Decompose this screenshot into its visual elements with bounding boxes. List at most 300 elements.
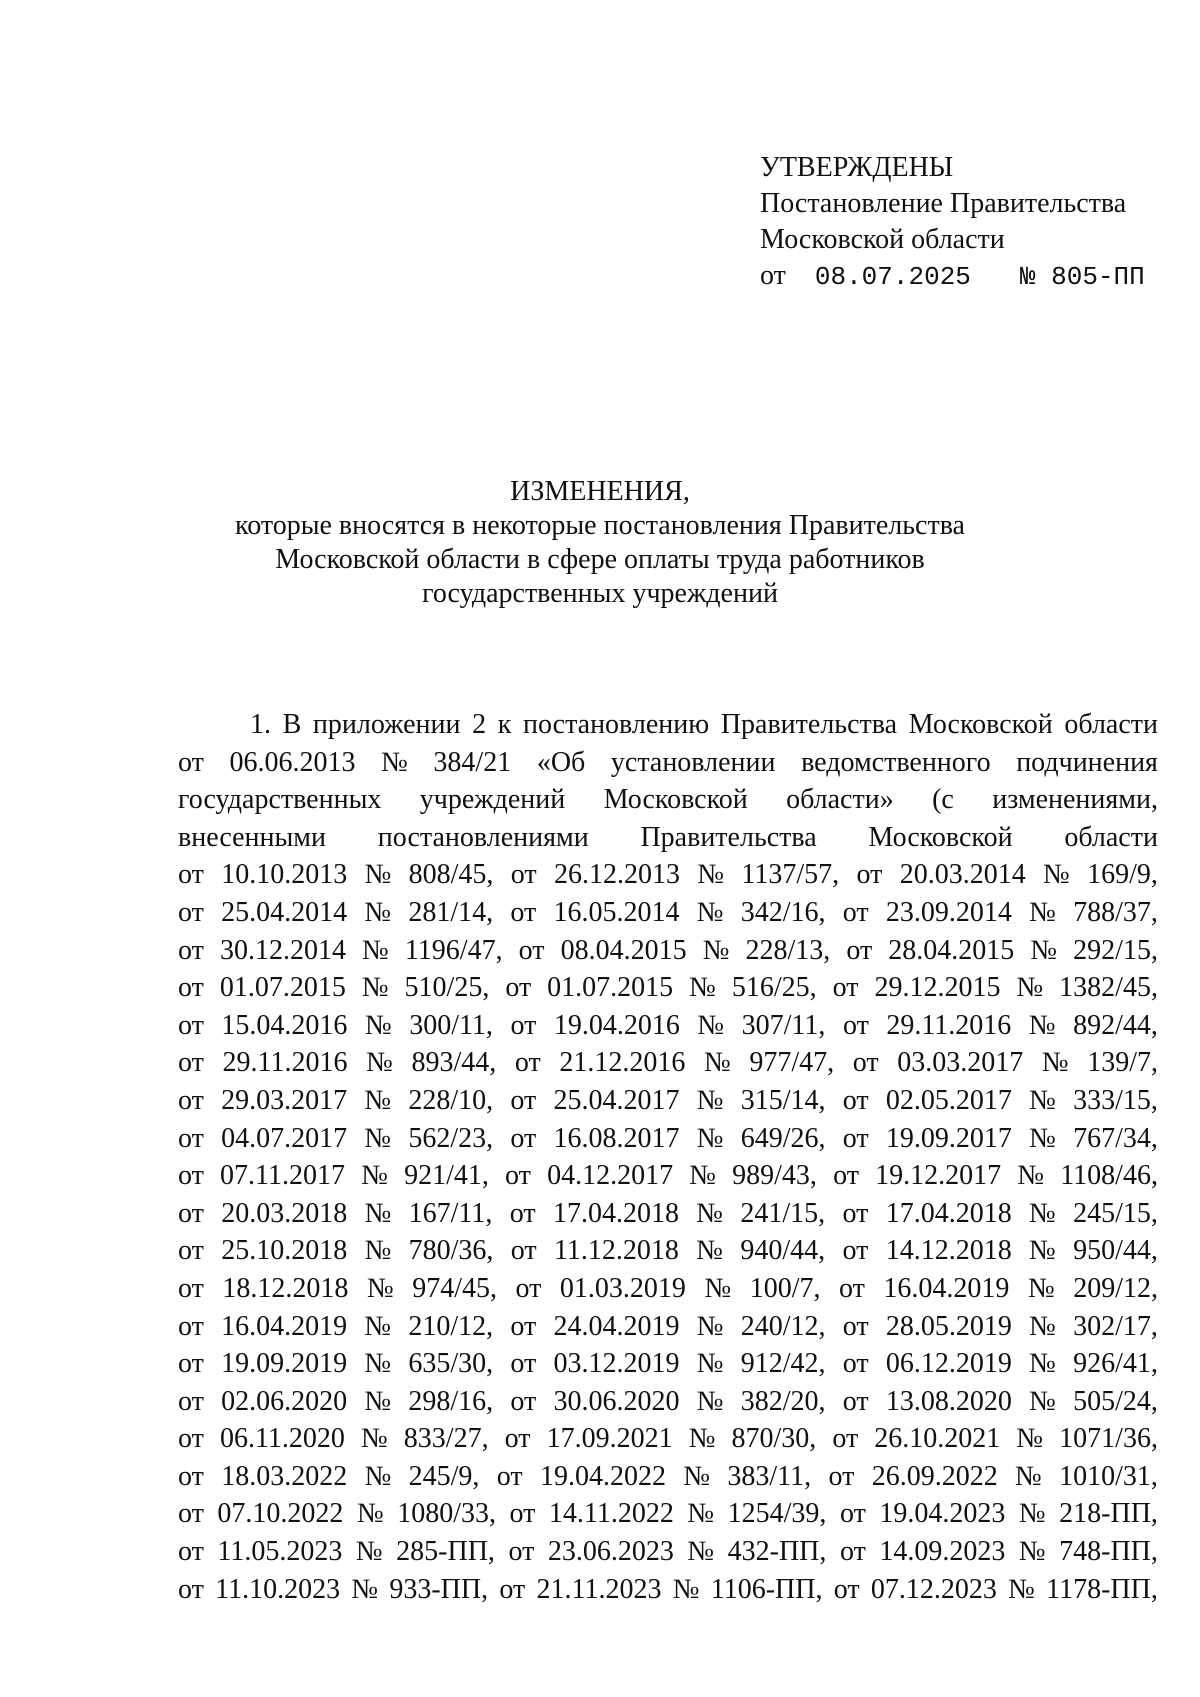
body-line [178, 1232, 1158, 1270]
body-word: области [1064, 709, 1158, 740]
body-line [178, 819, 1158, 857]
body-word: № [361, 972, 389, 1004]
approval-line-1: Постановление Правительства [760, 188, 1127, 219]
body-word: 03.03.2017 [897, 1047, 1024, 1079]
body-word: 989/43, [732, 1160, 817, 1192]
body-word: 649/26, [740, 1122, 826, 1154]
body-word: № [1008, 1573, 1035, 1605]
body-word: 26.10.2021 [874, 1423, 1001, 1455]
body-word: от [178, 1047, 204, 1079]
body-word: № [696, 1084, 724, 1116]
body-word: 912/42, [740, 1348, 826, 1380]
body-word: № [689, 1160, 716, 1192]
body-word: 14.11.2022 [548, 1498, 674, 1530]
body-word: № [702, 934, 730, 966]
body-word: от [842, 1235, 869, 1267]
body-word: 26.09.2022 [871, 1460, 998, 1492]
body-word: 25.10.2018 [221, 1235, 348, 1267]
body-word: № [696, 1348, 724, 1380]
body-line [178, 744, 1158, 782]
body-word: 30.12.2014 [219, 934, 346, 966]
body-word: 300/11, [409, 1009, 493, 1041]
body-word: № [1043, 859, 1070, 891]
body-word: 28.04.2015 [888, 934, 1015, 966]
body-word: № [1018, 1498, 1046, 1530]
body-word: от [842, 896, 869, 928]
body-word: № [1029, 1348, 1056, 1380]
body-word: № [1029, 1122, 1056, 1154]
body-word: 974/45, [412, 1272, 497, 1304]
body-word: № [687, 1498, 715, 1530]
body-word: 16.08.2017 [553, 1122, 680, 1154]
body-word: приложении [312, 709, 461, 740]
body-word: от [496, 1460, 523, 1492]
body-word: от [842, 1197, 869, 1229]
body-word: от [508, 1536, 535, 1568]
body-word: № [364, 1310, 392, 1342]
body-word: постановлению [522, 709, 710, 740]
body-word: № [362, 934, 389, 966]
body-word: № [1017, 1160, 1045, 1192]
title-subtitle-line: государственных учреждений [422, 578, 778, 609]
body-word: 28.05.2019 [885, 1310, 1012, 1342]
body-word: № [704, 1272, 732, 1304]
body-word: от [178, 1460, 204, 1492]
body-word: от [510, 1122, 537, 1154]
body-word: от [510, 1084, 537, 1116]
body-word: Правительства [640, 821, 817, 853]
body-word: от [510, 1009, 537, 1041]
body-line [178, 1120, 1158, 1158]
body-word: № [364, 1197, 392, 1229]
body-word: 13.08.2020 [885, 1385, 1012, 1417]
body-word: от [839, 1498, 866, 1530]
body-word: № [364, 896, 392, 928]
body-word: от [510, 1310, 537, 1342]
body-word: от [839, 1272, 865, 1304]
body-word: 16.04.2019 [221, 1310, 348, 1342]
body-word: 218-ПП, [1059, 1498, 1158, 1530]
body-word: № [364, 1348, 392, 1380]
body-word: от [509, 1197, 536, 1229]
body-word: № [1029, 896, 1056, 928]
body-word: № [689, 972, 716, 1004]
body-word: 18.12.2018 [222, 1272, 349, 1304]
body-word: от [499, 1573, 526, 1605]
body-word: от [510, 1385, 537, 1417]
body-word: 19.12.2017 [875, 1160, 1002, 1192]
body-word: № [1016, 972, 1044, 1004]
body-word: № [364, 859, 392, 891]
body-word: от [832, 972, 859, 1004]
body-word: 14.12.2018 [885, 1235, 1012, 1267]
body-word: № [688, 1423, 716, 1455]
body-word: 950/44, [1073, 1235, 1158, 1267]
body-word: от [178, 746, 204, 778]
body-word: от [504, 1423, 531, 1455]
body-word: установлении [610, 746, 776, 778]
body-word: 17.04.2018 [552, 1197, 679, 1229]
body-word: № [364, 1122, 392, 1154]
body-word: от [833, 1573, 860, 1605]
body-word: от [505, 972, 532, 1004]
body-word: 01.07.2015 [547, 972, 674, 1004]
body-word: от [178, 1348, 204, 1380]
body-word: 19.04.2022 [539, 1460, 666, 1492]
body-word: № [1027, 1272, 1055, 1304]
body-word: № [672, 1573, 700, 1605]
body-line [178, 1345, 1158, 1383]
body-word: № [364, 1009, 392, 1041]
body-word: № [351, 1573, 379, 1605]
body-word: 08.04.2015 [560, 934, 687, 966]
body-word: 167/11, [408, 1197, 493, 1229]
body-line [178, 1044, 1158, 1082]
body-word: от [846, 934, 873, 966]
body-word: 1254/39, [727, 1498, 827, 1530]
body-word: 977/47, [749, 1047, 835, 1079]
body-word: 02.06.2020 [221, 1385, 348, 1417]
body-word: 285-ПП, [396, 1536, 495, 1568]
body-word: от [833, 1160, 859, 1192]
body-line [178, 1007, 1158, 1045]
body-word: от [178, 859, 204, 891]
body-word: 210/12, [408, 1310, 494, 1342]
body-word: от [178, 1573, 204, 1605]
body-word: 808/45, [408, 859, 494, 891]
body-word: № [1029, 1197, 1056, 1229]
body-word: 1. [250, 709, 271, 740]
body-word: 240/12, [740, 1310, 826, 1342]
body-word: от [518, 934, 545, 966]
body-word: 292/15, [1073, 934, 1158, 966]
body-word: от [178, 1423, 204, 1455]
body-word: 228/13, [745, 934, 831, 966]
body-word: 209/12, [1073, 1272, 1158, 1304]
body-word: 307/11, [741, 1009, 826, 1041]
body-word: № [687, 1536, 715, 1568]
body-word: № [1018, 1536, 1046, 1568]
body-word: 228/10, [408, 1084, 494, 1116]
body-word: 11.10.2023 [215, 1573, 341, 1605]
body-word: 1106-ПП, [710, 1573, 823, 1605]
body-word: 18.03.2022 [221, 1460, 348, 1492]
body-word: 19.04.2023 [879, 1498, 1006, 1530]
body-word: В [282, 709, 302, 740]
body-word: 16.04.2019 [883, 1272, 1010, 1304]
body-word: 04.07.2017 [221, 1122, 348, 1154]
body-word: 780/36, [408, 1235, 494, 1267]
body-word: 383/11, [727, 1460, 812, 1492]
body-word: от [842, 1348, 869, 1380]
body-word: 29.03.2017 [221, 1084, 348, 1116]
body-line [178, 856, 1158, 894]
body-line [178, 1420, 1158, 1458]
body-word: 940/44, [740, 1235, 826, 1267]
body-word: 03.12.2019 [553, 1348, 680, 1380]
body-word: 333/15, [1073, 1084, 1158, 1116]
body-word: 10.10.2013 [221, 859, 348, 891]
body-word: № [696, 1235, 723, 1267]
body-word: 29.11.2016 [222, 1047, 348, 1079]
body-word: от [842, 1385, 869, 1417]
approval-line-2: Московской области [760, 224, 1005, 255]
approval-date-prefix: от [760, 260, 786, 291]
body-line [178, 1308, 1158, 1346]
body-word: от [178, 1385, 204, 1417]
body-word: № [366, 1272, 394, 1304]
body-word: 1108/46, [1060, 1160, 1158, 1192]
body-word: № [703, 1047, 731, 1079]
body-word: от [510, 859, 537, 891]
body-word: от [178, 896, 204, 928]
body-word: 25.04.2017 [553, 1084, 680, 1116]
body-word: постановлениями [377, 821, 589, 853]
body-word: 342/16, [740, 896, 826, 928]
body-word: от [178, 1235, 204, 1267]
body-word: от [515, 1272, 542, 1304]
body-word: от [178, 1536, 204, 1568]
body-word: 19.09.2017 [885, 1122, 1012, 1154]
body-line [178, 1458, 1158, 1496]
body-word: от [505, 1160, 531, 1192]
body-word: подчинения [1016, 746, 1158, 778]
body-word: 281/14, [408, 896, 494, 928]
body-word: 04.12.2017 [547, 1160, 674, 1192]
body-line [178, 1157, 1158, 1195]
body-word: внесенными [178, 821, 327, 853]
title-heading: ИЗМЕНЕНИЯ, [510, 476, 690, 507]
body-word: № [1029, 1310, 1056, 1342]
body-word: от [510, 1348, 537, 1380]
body-word: от [839, 1536, 866, 1568]
body-word: 921/41, [404, 1160, 489, 1192]
body-word: 29.11.2016 [886, 1009, 1012, 1041]
body-word: 17.04.2018 [885, 1197, 1012, 1229]
body-word: № [696, 1197, 723, 1229]
body-word: от [832, 1423, 859, 1455]
body-word: 926/41, [1073, 1348, 1158, 1380]
body-word: 06.12.2019 [885, 1348, 1012, 1380]
approval-stamp [760, 150, 1180, 295]
body-word: 01.03.2019 [559, 1272, 686, 1304]
body-word: № [1029, 1385, 1056, 1417]
body-word: от [178, 1160, 204, 1192]
body-word: № [1015, 1460, 1042, 1492]
body-word: № [696, 896, 724, 928]
body-word: 169/9, [1087, 859, 1158, 891]
body-word: № [356, 1498, 384, 1530]
body-word: Московской [603, 784, 748, 816]
body-word: 245/9, [408, 1460, 480, 1492]
body-word: № [364, 1385, 392, 1417]
body-word: от [178, 1272, 204, 1304]
title-subtitle-line: которые вносятся в некоторые постановления Правительства [235, 510, 965, 541]
title-subtitle-line: Московской области в сфере оплаты труда работников [275, 544, 925, 575]
body-word: 870/30, [731, 1423, 817, 1455]
body-word: 11.12.2018 [553, 1235, 679, 1267]
body-word: 06.11.2020 [219, 1423, 345, 1455]
body-word: от [842, 1122, 869, 1154]
body-word: 302/17, [1073, 1310, 1158, 1342]
body-word: № [1029, 1235, 1056, 1267]
body-word: 16.05.2014 [553, 896, 680, 928]
body-paragraph [178, 706, 1158, 1608]
body-word: 516/25, [731, 972, 817, 1004]
body-word: № [1041, 1047, 1069, 1079]
body-word: ведомственного [801, 746, 991, 778]
body-word: от [842, 1009, 869, 1041]
body-word: № [1028, 1009, 1056, 1041]
body-word: учреждений [419, 784, 566, 816]
body-word: 767/34, [1073, 1122, 1158, 1154]
body-word: 635/30, [408, 1348, 494, 1380]
approval-date: 08.07.2025 [814, 262, 971, 292]
body-word: № [696, 1310, 724, 1342]
body-word: «Об [536, 746, 586, 778]
body-line [178, 894, 1158, 932]
body-word: 30.06.2020 [553, 1385, 680, 1417]
body-line [178, 1195, 1158, 1233]
body-word: 384/21 [433, 746, 512, 778]
body-word: № [366, 1047, 393, 1079]
body-word: № [364, 1460, 392, 1492]
body-word: 11.05.2023 [217, 1536, 343, 1568]
body-word: 833/27, [403, 1423, 489, 1455]
body-word: 07.11.2017 [220, 1160, 346, 1192]
body-word: от [178, 1084, 204, 1116]
document-title [180, 475, 1020, 611]
body-line [178, 781, 1158, 819]
body-word: 21.12.2016 [559, 1047, 686, 1079]
body-word: от [178, 972, 204, 1004]
body-word: № [697, 859, 725, 891]
body-word: 1137/57, [741, 859, 840, 891]
body-word: от [178, 1310, 204, 1342]
body-word: 21.11.2023 [536, 1573, 662, 1605]
body-word: 06.06.2013 [229, 746, 356, 778]
body-word: 24.04.2019 [553, 1310, 680, 1342]
body-word: № [696, 1385, 724, 1417]
body-word: 07.12.2023 [870, 1573, 997, 1605]
body-word: 17.09.2021 [546, 1423, 673, 1455]
body-word: от [178, 1122, 204, 1154]
body-word: области» [786, 784, 894, 816]
body-word: 100/7, [749, 1272, 821, 1304]
body-word: 26.12.2013 [553, 859, 680, 891]
body-word: от [509, 1498, 536, 1530]
body-word: Правительства [720, 709, 898, 740]
body-word: 893/44, [411, 1047, 497, 1079]
approval-date-line [760, 258, 1180, 295]
approval-heading: УТВЕРЖДЕНЫ [760, 152, 954, 183]
body-word: 01.07.2015 [219, 972, 346, 1004]
body-word: № [1029, 1084, 1056, 1116]
body-word: № [364, 1084, 392, 1116]
body-word: № [1030, 934, 1058, 966]
body-word: от [828, 1460, 855, 1492]
body-word: 1178-ПП, [1046, 1573, 1158, 1605]
body-word: 505/24, [1073, 1385, 1158, 1417]
body-word: 14.09.2023 [879, 1536, 1006, 1568]
body-word: № [1016, 1423, 1044, 1455]
body-word: к [497, 709, 512, 740]
body-word: 1196/47, [404, 934, 503, 966]
body-word: 02.05.2017 [885, 1084, 1012, 1116]
body-word: от [514, 1047, 541, 1079]
body-word: 241/15, [740, 1197, 826, 1229]
body-line [178, 706, 1158, 744]
body-word: 20.03.2014 [899, 859, 1026, 891]
body-word: от [852, 1047, 879, 1079]
body-word: 298/16, [408, 1385, 494, 1417]
body-word: 315/14, [740, 1084, 826, 1116]
body-word: 788/37, [1073, 896, 1158, 928]
body-word: № [381, 746, 408, 778]
body-word: № [364, 1235, 392, 1267]
body-word: от [178, 934, 204, 966]
body-word: изменениями, [992, 784, 1158, 816]
body-word: 19.04.2016 [553, 1009, 680, 1041]
body-word: от [510, 1235, 537, 1267]
body-word: 1010/31, [1059, 1460, 1158, 1492]
body-word: государственных [178, 784, 382, 816]
body-word: от [178, 1009, 204, 1041]
body-word: 23.09.2014 [885, 896, 1012, 928]
body-word: от [856, 859, 883, 891]
body-word: 29.12.2015 [874, 972, 1001, 1004]
body-word: 748-ПП, [1059, 1536, 1158, 1568]
body-word: 25.04.2014 [221, 896, 348, 928]
body-word: Московской [908, 709, 1053, 740]
body-word: 20.03.2018 [221, 1197, 348, 1229]
body-word: № [697, 1009, 725, 1041]
body-word: 510/25, [404, 972, 490, 1004]
body-line [178, 1270, 1158, 1308]
body-line [178, 1383, 1158, 1421]
body-word: от [510, 896, 537, 928]
body-word: от [178, 1197, 204, 1229]
body-word: 382/20, [740, 1385, 826, 1417]
body-word: 245/15, [1073, 1197, 1158, 1229]
body-word: от [842, 1084, 869, 1116]
body-word: Московской [868, 821, 1013, 853]
body-word: № [683, 1460, 711, 1492]
body-line [178, 1571, 1158, 1609]
body-word: от [842, 1310, 869, 1342]
body-word: области [1064, 821, 1158, 853]
body-line [178, 932, 1158, 970]
body-line [178, 1495, 1158, 1533]
body-word: 1071/36, [1059, 1423, 1158, 1455]
body-word: 933-ПП, [389, 1573, 489, 1605]
body-word: 892/44, [1073, 1009, 1158, 1041]
body-word: 2 [472, 709, 487, 740]
body-line [178, 969, 1158, 1007]
body-word: № [361, 1423, 388, 1455]
body-word: 139/7, [1087, 1047, 1158, 1079]
body-word: 07.10.2022 [217, 1498, 344, 1530]
body-word: № [361, 1160, 388, 1192]
body-word: (с [932, 784, 954, 816]
body-line [178, 1082, 1158, 1120]
body-word: № [696, 1122, 724, 1154]
body-word: 562/23, [408, 1122, 494, 1154]
body-word: 1382/45, [1059, 972, 1158, 1004]
approval-number: № 805-ПП [1019, 262, 1145, 292]
body-word: 15.04.2016 [221, 1009, 348, 1041]
body-line [178, 1533, 1158, 1571]
